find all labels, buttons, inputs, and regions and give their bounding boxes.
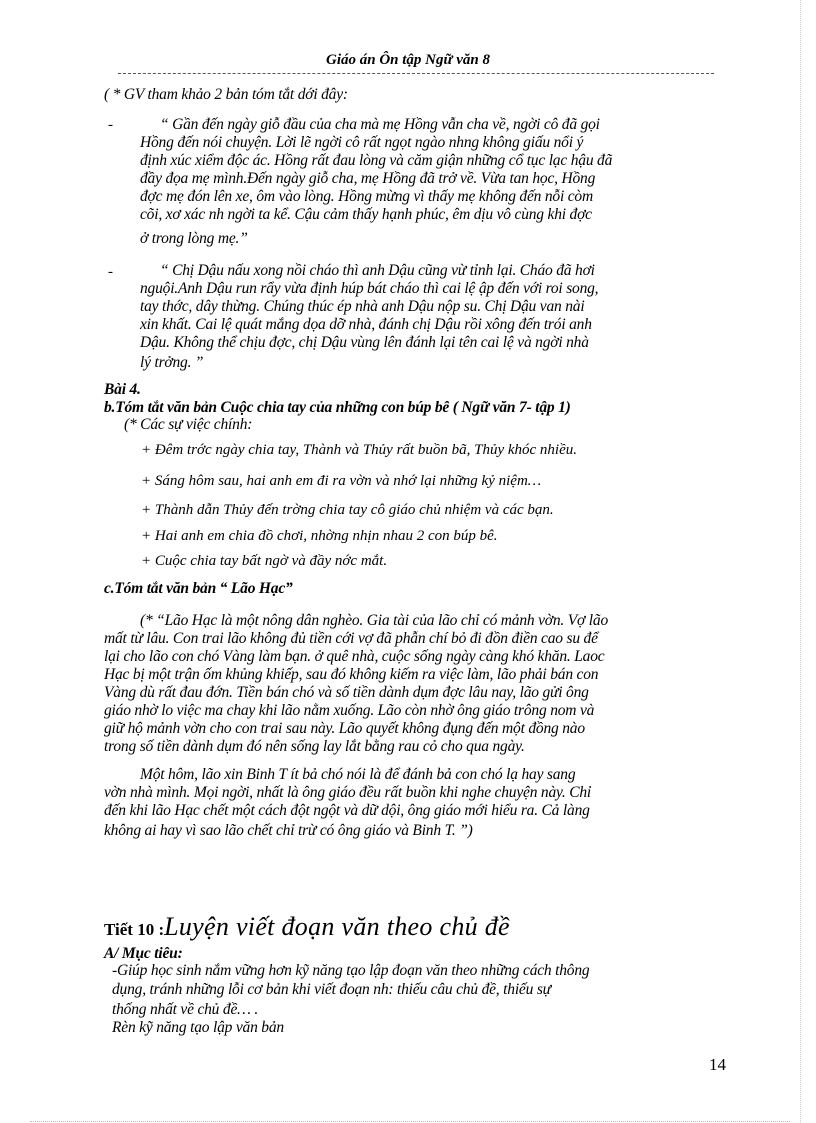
footer-rule: [30, 1121, 790, 1122]
margin-rule: [800, 0, 801, 1123]
summary2-line: “ Chị Dậu nấu xong nồi cháo thì anh Dậu cũng vừ tỉnh lại. Cháo đã hơi: [160, 262, 595, 279]
event-item: + Đêm trớc ngày chia tay, Thành và Thủy rất buồn bã, Thủy khóc nhiều.: [141, 442, 577, 458]
lao-hac-line: giáo nhờ lo việc ma chay khi lão nằm xuống. Lão còn nhờ ông giáo trông nom và: [104, 702, 595, 719]
page-number: 14: [709, 1055, 726, 1074]
muc-tieu-line: dụng, tránh những lỗi cơ bản khi viết đoạn nh: thiếu câu chủ đề, thiếu sự: [112, 981, 551, 998]
summary2-line: lý trởng. ”: [140, 354, 204, 371]
lao-hac-line: Vàng dù rất đau đớn. Tiền bán chó và số tiền dành dụm đợc lâu nay, lão gửi ông: [104, 684, 589, 701]
summary1-line: định xúc xiểm độc ác. Hồng rất đau lòng và căm giận những cổ tục lạc hậu đã: [140, 152, 613, 169]
lao-hac-line: lại cho lão con chó Vàng làm bạn. ở quê nhà, cuộc sống ngày càng khó khăn. Laoc: [104, 648, 605, 665]
lao-hac-line: không ai hay vì sao lão chết chỉ trừ có ông giáo và Binh T. ”): [104, 822, 473, 839]
summary1-line: đợc mẹ đón lên xe, ôm vào lòng. Hồng mừng vì thấy mẹ không đến nỗi còm: [140, 188, 593, 205]
intro-line: ( * GV tham khảo 2 bản tóm tắt dới đây:: [104, 86, 348, 103]
summary1-line: cõi, xơ xác nh ngời ta kể. Cậu cảm thấy hạnh phúc, êm dịu vô cùng khi đợc: [140, 206, 592, 223]
tiet10-label: Tiết 10 :: [104, 920, 165, 939]
summary1-dash: -: [108, 117, 113, 133]
lao-hac-line: đến khi lão Hạc chết một cách đột ngột và dữ dội, ông giáo mới hiểu ra. Cả làng: [104, 802, 590, 819]
summary2-dash: -: [108, 264, 113, 280]
summary1-line: đầy đọa mẹ mình.Đến ngày giỗ cha, mẹ Hồng đã trở về. Vừa tan học, Hồng: [140, 170, 596, 187]
lao-hac-line: (* “Lão Hạc là một nông dân nghèo. Gia tài của lão chỉ có mảnh vờn. Vợ lão: [140, 612, 608, 629]
tiet10-title: Luyện viết đoạn văn theo chủ đề: [164, 912, 510, 941]
event-item: + Thành dẫn Thủy đến trờng chia tay cô giáo chủ nhiệm và các bạn.: [141, 502, 554, 518]
lao-hac-line: Hạc bị một trận ốm khủng khiếp, sau đó không kiếm ra việc làm, lão phải bán con: [104, 666, 599, 683]
muc-tieu-line: -Giúp học sinh nắm vững hơn kỹ năng tạo lập đoạn văn theo những cách thông: [112, 962, 590, 979]
muc-tieu-line: Rèn kỹ năng tạo lập văn bản: [112, 1019, 284, 1036]
bai4-label: Bài 4.: [104, 381, 141, 398]
summary2-line: tay thớc, dây thừng. Chúng thúc ép nhà anh Dậu nộp su. Chị Dậu van nài: [140, 298, 585, 315]
page-header: Giáo án Ôn tập Ngữ văn 8: [325, 52, 490, 68]
event-item: + Hai anh em chia đồ chơi, nhờng nhịn nhau 2 con búp bê.: [141, 528, 498, 544]
summary2-line: xin khất. Cai lệ quát mắng dọa dỡ nhà, đánh chị Dậu rồi xông đến trói anh: [140, 316, 592, 333]
events-intro: (* Các sự việc chính:: [124, 416, 253, 433]
lao-hac-line: mất từ lâu. Con trai lão không đủ tiền cới vợ đã phẫn chí bỏ đi đồn điền cao su để: [104, 630, 598, 647]
muc-tieu-label: A/ Mục tiêu:: [104, 945, 183, 962]
lao-hac-line: Một hôm, lão xin Binh T ít bả chó nói là để đánh bả con chó lạ hay sang: [140, 766, 576, 783]
summary2-line: Dậu. Không thể chịu đợc, chị Dậu vùng lên đánh lại tên cai lệ và ngời nhà: [140, 334, 589, 351]
muc-tieu-line: thống nhất về chủ đề… .: [112, 1001, 259, 1018]
tiet10-heading: [104, 912, 510, 942]
heading-c: c.Tóm tắt văn bản “ Lão Hạc”: [104, 580, 293, 597]
lao-hac-line: vờn nhà mình. Mọi ngời, nhất là ông giáo đều rất buồn khi nghe chuyện này. Chỉ: [104, 784, 591, 801]
lao-hac-line: trong số tiền dành dụm đó nên sống lay lắt bằng rau cỏ cho qua ngày.: [104, 738, 525, 755]
event-item: + Cuộc chia tay bất ngờ và đầy nớc mắt.: [141, 553, 388, 569]
event-item: + Sáng hôm sau, hai anh em đi ra vờn và nhớ lại những kỷ niệm…: [141, 473, 542, 489]
summary1-line: “ Gần đến ngày giỗ đầu của cha mà mẹ Hồng vẫn cha về, ngời cô đã gọi: [160, 116, 600, 133]
header-rule: [118, 73, 714, 74]
summary1-line: Hồng đến nói chuyện. Lời lẽ ngời cô rất ngọt ngào nhng không giấu nổi ý: [140, 134, 584, 151]
lao-hac-line: giữ hộ mảnh vờn cho con trai sau này. Lão quyết không đụng đến một đồng nào: [104, 720, 585, 737]
summary1-line: ở trong lòng mẹ.”: [140, 230, 248, 247]
summary2-line: nguội.Anh Dậu run rẩy vừa định húp bát cháo thì cai lệ ập đến với roi song,: [140, 280, 599, 297]
heading-b: b.Tóm tắt văn bản Cuộc chia tay của những con búp bê ( Ngữ văn 7- tập 1): [104, 399, 571, 416]
